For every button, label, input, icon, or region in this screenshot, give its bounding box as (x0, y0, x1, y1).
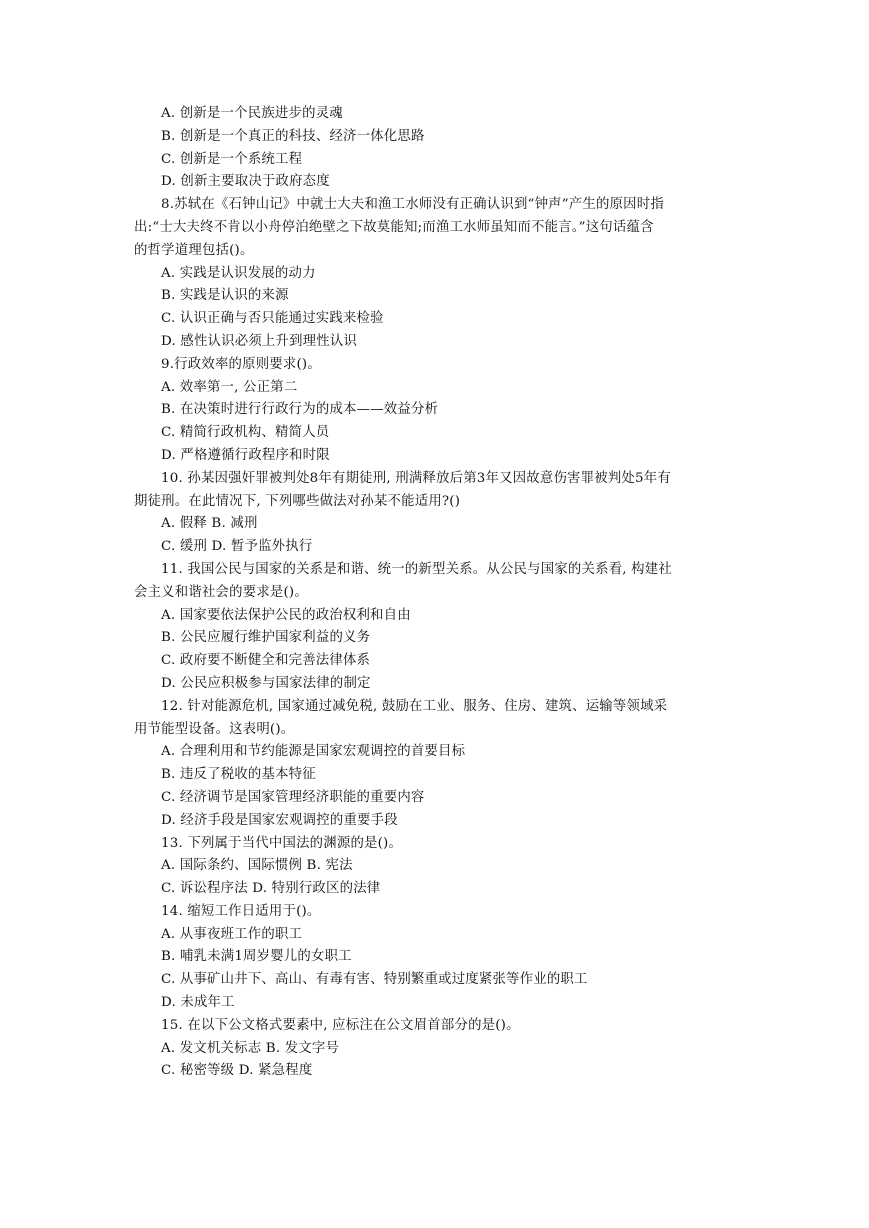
option-line: D. 创新主要取决于政府态度 (161, 174, 330, 190)
option-line: 13. 下列属于当代中国法的渊源的是()。 (161, 835, 403, 851)
option-line: D. 严格遵循行政程序和时限 (161, 447, 330, 463)
question-continuation-line: 出:“士大夫终不肯以小舟停泊绝壁之下故莫能知;而渔工水师虽知而不能言。”这句话蕴含 (134, 219, 654, 235)
option-line: B. 创新是一个真正的科技、经济一体化思路 (161, 128, 425, 144)
option-line: A. 实践是认识发展的动力 (161, 265, 316, 281)
option-line: A. 创新是一个民族进步的灵魂 (161, 106, 343, 121)
option-line: A. 合理利用和节约能源是国家宏观调控的首要目标 (161, 744, 466, 760)
option-line: C. 认识正确与否只能通过实践来检验 (161, 311, 384, 327)
option-line: A. 效率第一, 公正第二 (161, 379, 298, 395)
option-line: A. 从事夜班工作的职工 (161, 926, 303, 942)
option-line: A. 国际条约、国际惯例 B. 宪法 (161, 858, 353, 874)
option-line: D. 经济手段是国家宏观调控的重要手段 (161, 812, 398, 828)
option-line: C. 诉讼程序法 D. 特别行政区的法律 (161, 881, 381, 897)
option-line: 9.行政效率的原则要求()。 (161, 356, 321, 372)
question-continuation-line: 会主义和谐社会的要求是()。 (134, 584, 308, 600)
question-line: 10. 孙某因强奸罪被判处8年有期徒刑, 刑满释放后第3年又因故意伤害罪被判处5年有 (161, 470, 671, 486)
option-line: C. 经济调节是国家管理经济职能的重要内容 (161, 789, 425, 805)
option-line: B. 公民应履行维护国家利益的义务 (161, 630, 371, 646)
option-line: A. 国家要依法保护公民的政治权利和自由 (161, 607, 411, 623)
option-line: B. 在决策时进行行政行为的成本——效益分析 (161, 402, 439, 418)
option-line: C. 创新是一个系统工程 (161, 151, 303, 167)
option-line: C. 从事矿山井下、高山、有毒有害、特别繁重或过度紧张等作业的职工 (161, 972, 588, 988)
option-line: B. 哺乳未满1周岁婴儿的女职工 (161, 949, 352, 965)
option-line: B. 实践是认识的来源 (161, 288, 289, 304)
option-line: C. 秘密等级 D. 紧急程度 (161, 1063, 313, 1079)
option-line: B. 违反了税收的基本特征 (161, 767, 316, 783)
question-continuation-line: 用节能型设备。这表明()。 (134, 721, 295, 737)
option-line: 14. 缩短工作日适用于()。 (161, 903, 321, 919)
option-line: A. 发文机关标志 B. 发文字号 (161, 1040, 340, 1056)
option-line: D. 未成年工 (161, 995, 235, 1011)
option-line: C. 政府要不断健全和完善法律体系 (161, 653, 371, 669)
option-line: C. 缓刑 D. 暂予监外执行 (161, 539, 313, 555)
option-line: D. 感性认识必须上升到理性认识 (161, 333, 358, 349)
question-line: 11. 我国公民与国家的关系是和谐、统一的新型关系。从公民与国家的关系看, 构建社 (161, 561, 672, 577)
option-line: C. 精简行政机构、精简人员 (161, 425, 330, 441)
question-continuation-line: 期徒刑。在此情况下, 下列哪些做法对孙某不能适用?() (134, 493, 461, 509)
question-line: 8.苏轼在《石钟山记》中就士大夫和渔工水师没有正确认识到“钟声”产生的原因时指 (161, 197, 664, 213)
option-line: A. 假释 B. 减刑 (161, 516, 258, 532)
document-body (134, 103, 738, 1083)
question-continuation-line: 的哲学道理包括()。 (134, 242, 254, 258)
question-line: 12. 针对能源危机, 国家通过减免税, 鼓励在工业、服务、住房、建筑、运输等领域采 (161, 698, 668, 714)
option-line: 15. 在以下公文格式要素中, 应标注在公文眉首部分的是()。 (161, 1017, 520, 1033)
option-line: D. 公民应积极参与国家法律的制定 (161, 675, 371, 691)
